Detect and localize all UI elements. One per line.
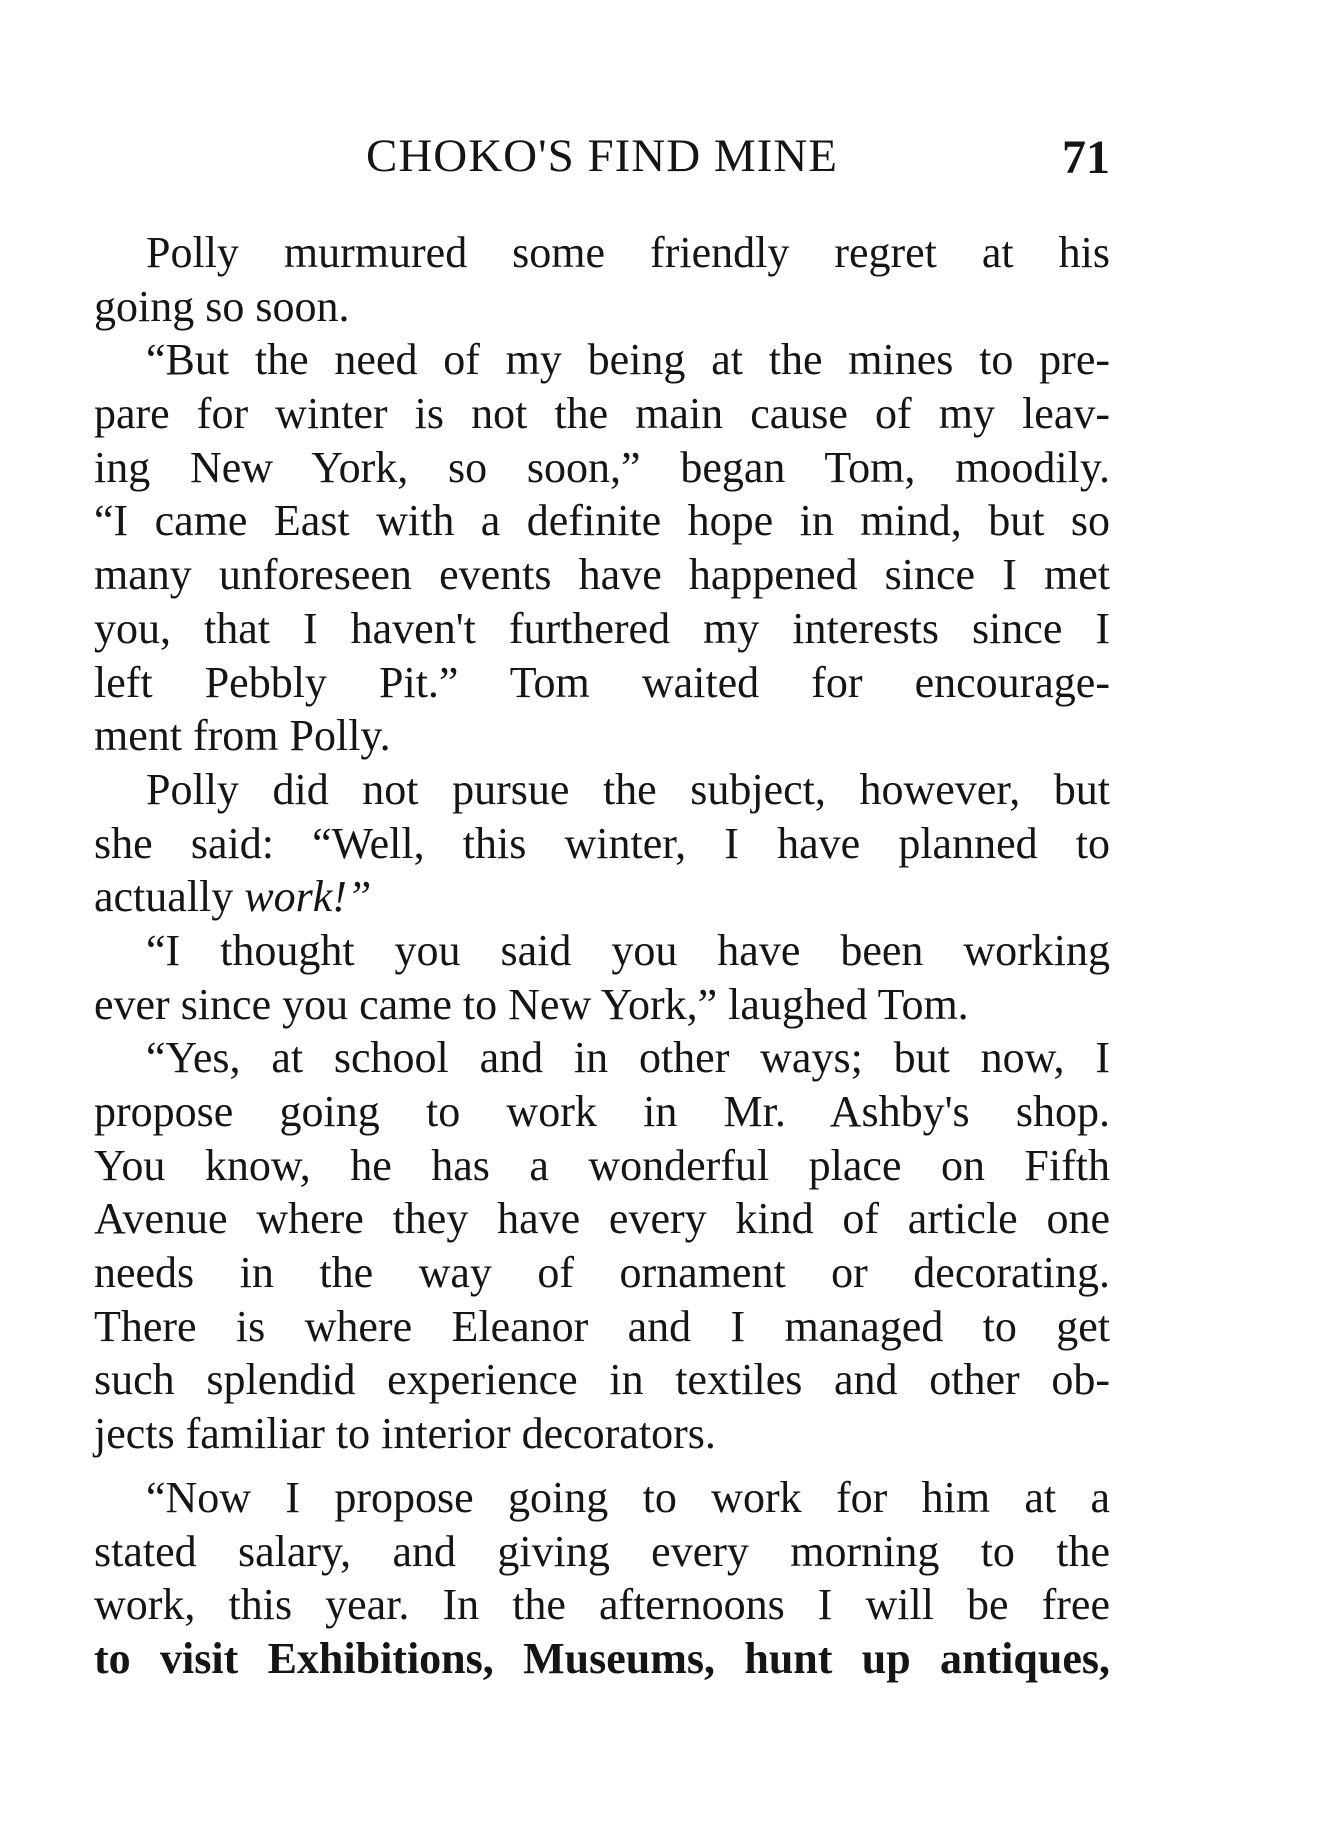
text-line: propose going to work in Mr. Ashby's shop.: [94, 1087, 1110, 1136]
text-line: You know, he has a wonderful place on Fifth: [94, 1140, 1110, 1190]
running-head: [94, 126, 1110, 186]
text-line: [94, 870, 1110, 924]
running-title: CHOKO'S FIND MINE: [366, 130, 838, 182]
text-line: many unforeseen events have happened since I met: [94, 550, 1110, 600]
body-text: [94, 226, 1110, 1686]
text-line: left Pebbly Pit.” Tom waited for encourage-: [94, 657, 1110, 707]
text-line: ing New York, so soon,” began Tom, moodily.: [94, 442, 1110, 492]
page-number: 71: [1062, 131, 1110, 184]
text-line: to visit Exhibitions, Museums, hunt up antiques,: [94, 1633, 1110, 1683]
text-line: work, this year. In the afternoons I will be free: [94, 1580, 1110, 1630]
text-line: she said: “Well, this winter, I have planned to: [94, 818, 1110, 868]
text-line: “But the need of my being at the mines to pre-: [146, 335, 1110, 385]
text-line: “I thought you said you have been working: [146, 925, 1110, 975]
text-line: you, that I haven't furthered my interests since I: [94, 603, 1110, 653]
text-line: Avenue where they have every kind of article one: [94, 1194, 1110, 1244]
text-line: stated salary, and giving every morning to the: [94, 1526, 1110, 1576]
text-line: needs in the way of ornament or decorating.: [94, 1248, 1110, 1298]
text-line: jects familiar to interior decorators.: [94, 1409, 716, 1459]
text-line: such splendid experience in textiles and other ob-: [94, 1355, 1110, 1405]
paragraph-gap: [94, 1461, 1110, 1471]
text-line: ment from Polly.: [94, 711, 391, 761]
text-line: Polly murmured some friendly regret at his: [146, 228, 1110, 277]
text-line: “I came East with a definite hope in mind, but so: [94, 496, 1110, 546]
text-line: There is where Eleanor and I managed to get: [94, 1301, 1110, 1351]
text-line: “Yes, at school and in other ways; but now, I: [146, 1033, 1110, 1083]
text-line: going so soon.: [94, 281, 350, 331]
text-line-start: actually: [94, 872, 245, 922]
text-line: “Now I propose going to work for him at a: [146, 1472, 1110, 1522]
text-line: ever since you came to New York,” laughed Tom.: [94, 979, 969, 1029]
text-line: pare for winter is not the main cause of my leav-: [94, 389, 1110, 439]
italic-word: work!”: [244, 872, 372, 922]
text-line: Polly did not pursue the subject, however, but: [146, 764, 1110, 814]
